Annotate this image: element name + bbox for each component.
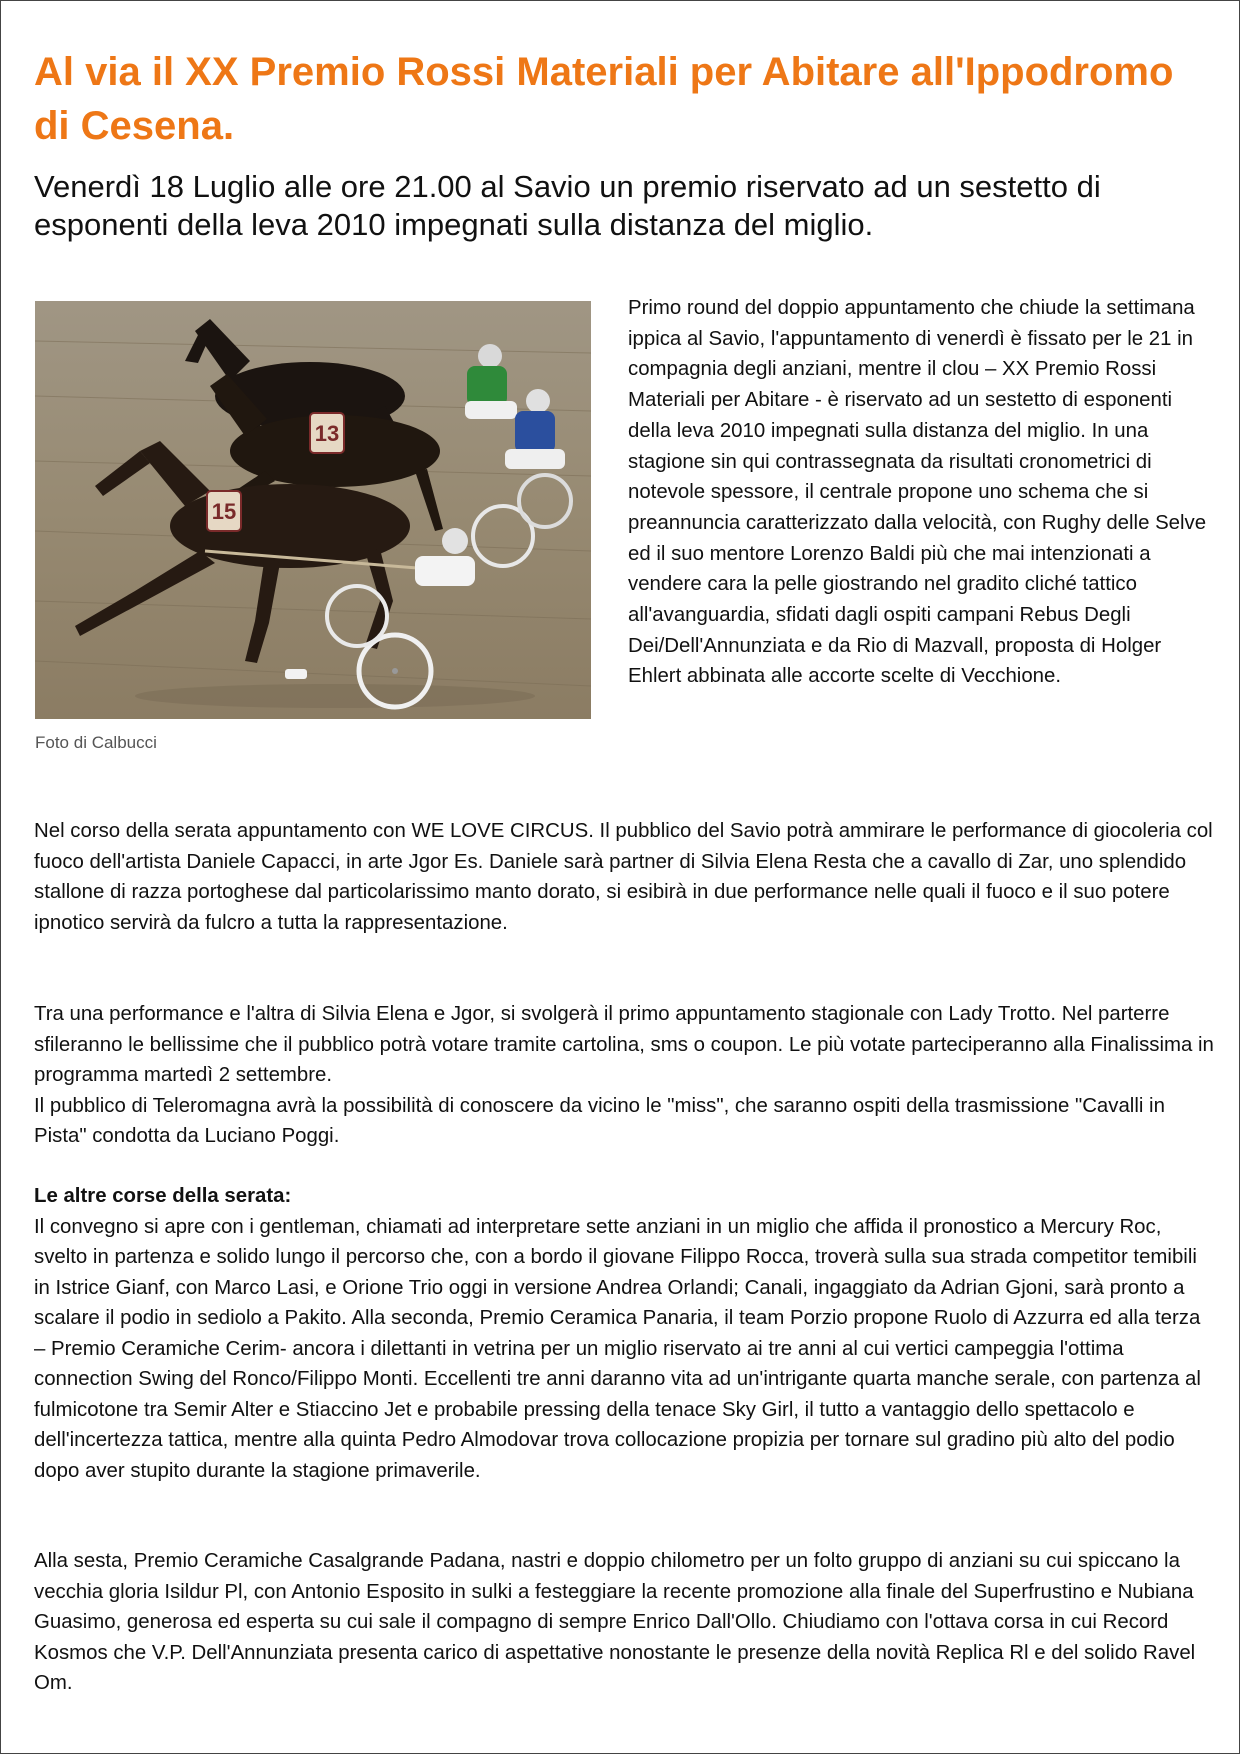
paragraph-lady-trotto	[34, 999, 1214, 1152]
article-title: Al via il XX Premio Rossi Materiali per Abitare all'Ippodromo di Cesena.	[34, 50, 1174, 148]
bib-13: 13	[314, 421, 340, 446]
photo-caption: Foto di Calbucci	[35, 733, 157, 752]
section-subhead: Le altre corse della serata:	[34, 1185, 292, 1207]
article-subtitle: Venerdì 18 Luglio alle ore 21.00 al Savio un premio riservato ad un sestetto di esponenti della leva 2010 impegnati sulla distanza del miglio.	[34, 169, 1101, 242]
paragraph-final-races: Alla sesta, Premio Ceramiche Casalgrande Padana, nastri e doppio chilometro per un folto gruppo di anziani su cui spiccano la vecchia gloria Isildur Pl, con Antonio Esposito in sulki a festeggiare la recente promozione alla finale del Superfrustino e Nubiana Guasimo, generosa ed esperta su cui sale il compagno di sempre Enrico Dall'Ollo. Chiudiamo con l'ottava corsa in cui Record Kosmos che V.P. Dell'Annunziata presenta carico di aspettative nonostante le presenze della novità Replica Rl e del solido Ravel Om.	[34, 1550, 1196, 1694]
side-paragraph: Primo round del doppio appuntamento che chiude la settimana ippica al Savio, l'appuntamento di venerdì è fissato per le 21 in compagnia degli anziani, mentre il clou – XX Premio Rossi Materiali per Abitare - è riservato ad un sestetto di esponenti della leva 2010 impegnati sulla distanza del miglio. In una stagione sin qui contrassegnata da risultati cronometrici di notevole spessore, il centrale propone uno schema che si preannuncia caratterizzato dalla velocità, con Rughy delle Selve ed il suo mentore Lorenzo Baldi più che mai intenzionati a vendere cara la pelle giostrando nel gradito cliché tattico all'avanguardia, sfidati dagli ospiti campani Rebus Degli Dei/Dell'Annunziata e da Rio di Mazvall, proposta di Holger Ehlert abbinata alle accorte scelte di Vecchione.	[628, 297, 1207, 688]
paragraph-other-races	[34, 1181, 1214, 1486]
paragraph-lady-trotto-b: Il pubblico di Teleromagna avrà la possibilità di conoscere da vicino le "miss", che saranno ospiti della trasmissione "Cavalli in Pista" condotta da Luciano Poggi.	[34, 1094, 1165, 1147]
paragraph-lady-trotto-a: Tra una performance e l'altra di Silvia Elena e Jgor, si svolgerà il primo appuntamento stagionale con Lady Trotto. Nel parterre sfileranno le bellissime che il pubblico potrà votare tramite cartolina, sms o coupon. Le più votate parteciperanno alla Finalissima in programma martedì 2 settembre.	[34, 1003, 1214, 1086]
race-photo	[35, 301, 591, 719]
paragraph-races-text: Il convegno si apre con i gentleman, chiamati ad interpretare sette anziani in un miglio che affida il pronostico a Mercury Roc, svelto in partenza e solido lungo il percorso che, con a bordo il giovane Filippo Rocca, troverà sulla sua strada competitor temibili in Istrice Gianf, con Marco Lasi, e Orione Trio oggi in versione Andrea Orlandi; Canali, ingaggiato da Adrian Gjoni, sarà pronto a scalare il podio in sediolo a Pakito. Alla seconda, Premio Ceramica Panaria, il team Porzio propone Ruolo di Azzurra ed alla terza – Premio Ceramiche Cerim- ancora i dilettanti in vetrina per un miglio riservato ai tre anni al cui vertici campeggia l'ottima connection Swing del Ronco/Filippo Monti. Eccellenti tre anni daranno vita ad un'intrigante quarta manche serale, con partenza al fulmicotone tra Semir Alter e Stiaccino Jet e probabile pressing della tenace Sky Girl, il tutto a vantaggio dello spettacolo e dell'incertezza tattica, mentre alla quinta Pedro Almodovar trova collocazione propizia per tornare sul gradino più alto del podio dopo aver stupito durante la stagione primaverile.	[34, 1215, 1201, 1482]
paragraph-circus: Nel corso della serata appuntamento con WE LOVE CIRCUS. Il pubblico del Savio potrà ammirare le performance di giocoleria col fuoco dell'artista Daniele Capacci, in arte Jgor Es. Daniele sarà partner di Silvia Elena Resta che a cavallo di Zar, uno splendido stallone di razza portoghese dal particolarissimo manto dorato, si esibirà in due performance nelle quali il fuoco e il suo potere ipnotico servirà da fulcro a tutta la rappresentazione.	[34, 820, 1213, 934]
bib-15: 15	[211, 499, 237, 524]
